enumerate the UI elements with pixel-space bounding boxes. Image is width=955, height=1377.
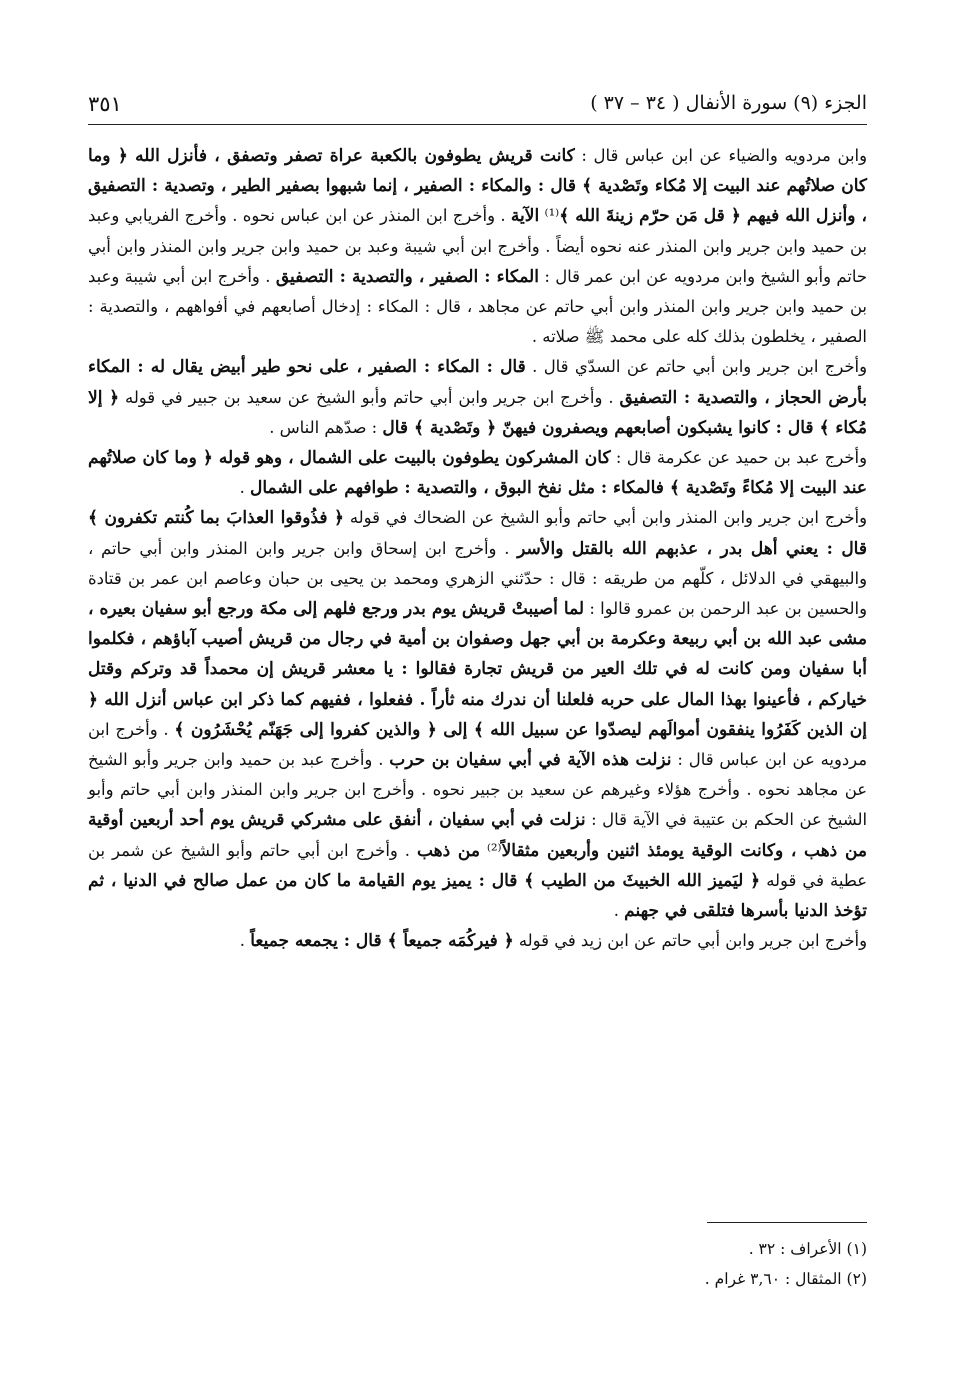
emphasized-text: ﴿ فيركُمَه جميعاً ﴾ قال : يجمعه جميعاً [250, 931, 514, 952]
page-number: ٣٥١ [88, 92, 122, 116]
text-run: : صدّهم الناس . [269, 417, 383, 437]
body-text [88, 141, 867, 956]
footnote-number: (٢) [846, 1270, 867, 1288]
emphasized-text: نزلت هذه الآية في أبي سفيان بن حرب [389, 750, 672, 771]
footnote [705, 1264, 867, 1294]
paragraph [88, 926, 867, 956]
text-run: . وأخرج ابن أبي حاتم وأبو الشيخ عن شمر بن عطية في قوله [88, 840, 868, 890]
emphasized-text: ﴿ ليَميز الله الخبيثَ من الطيب ﴾ قال : يميز يوم القيامة ما كان من عمل صالح في الدنيا ، ثم تؤخذ الدنيا بأسرها فتلقى في جهنم [88, 870, 867, 922]
footnote-text: المثقال : ٣,٦٠ غرام . [704, 1270, 842, 1288]
text-run: . وأخرج ابن إسحاق وابن جرير وابن المنذر وابن أبي حاتم ، والبيهقي في الدلائل ، كلّهم من طريقه : قال : حدّثني الزهري ومحمد بن يحيى بن حبان وعاصم ابن عمر بن قتادة والحسين بن عبد الرحمن بن عمرو قالوا : [88, 538, 867, 619]
paragraph [88, 443, 867, 503]
footnote-number: (١) [846, 1240, 867, 1258]
text-run: وأخرج عبد بن حميد عن عكرمة قال : [610, 448, 867, 468]
text-run: . [239, 478, 250, 498]
emphasized-text: قال : المكاء : الصفير ، على نحو طير أبيض يقال له : المكاء بأرض الحجاز ، والتصدية : التصفيق [88, 357, 867, 408]
text-run: . [239, 931, 251, 951]
running-title: الجزء (٩) سورة الأنفال ( ٣٤ – ٣٧ ) [590, 92, 867, 114]
footnote [705, 1234, 867, 1264]
paragraph [88, 352, 867, 443]
text-run: وابن مردويه والضياء عن ابن عباس قال : [574, 146, 867, 165]
text-run: . وأخرج ابن مردويه عن ابن عباس قال : [88, 719, 867, 770]
emphasized-text: كانت قريش يطوفون بالكعبة عراة تصفر وتصفق ، فأنزل الله ﴿ وما كان صلاتُهم عند البيت إلا مُكاء وتَصْدية ﴾ قال : والمكاء : الصفير ، إنما شبهوا بصفير الطير ، وتصدية : التصفيق ، وأنزل الله فيهم ﴿ قل مَن حرّم زينةَ الله ﴾ [88, 146, 867, 227]
text-run: . وأخرج عبد بن حميد وابن جرير وأبو الشيخ عن مجاهد نحوه . وأخرج هؤلاء وغيرهم عن سعيد بن جبير نحوه . وأخرج ابن جرير وابن المنذر وابن أبي حاتم وأبو الشيخ عن الحكم بن عتيبة في الآية قال : [88, 750, 868, 830]
text-run: وأخرج ابن جرير وابن أبي حاتم عن ابن زيد في قوله [513, 931, 867, 951]
emphasized-text: من ذهب [416, 840, 480, 861]
text-run: وأخرج ابن جرير وابن المنذر وابن أبي حاتم وأبو الشيخ عن الضحاك في قوله [344, 508, 868, 528]
paragraph [88, 503, 867, 926]
text-run: . [613, 901, 625, 921]
footnote-text: الأعراف : ٣٢ . [748, 1240, 842, 1258]
emphasized-text: المكاء : الصفير ، والتصدية : التصفيق [275, 266, 539, 287]
text-run: . وأخرج ابن المنذر عن ابن عباس نحوه . وأخرج الفريابي وعبد بن حميد وابن جرير وابن المنذر عنه نحوه أيضاً . وأخرج ابن أبي شيبة وعبد بن حميد وابن جرير وابن المنذر وابن أبي حاتم وأبو الشيخ وابن مردويه عن ابن عمر قال : [88, 206, 867, 286]
text-run: . وأخرج ابن أبي شيبة وعبد بن حميد وابن جرير وابن المنذر وابن أبي حاتم عن مجاهد ، قال : المكاء : إدخال أصابعهم في أفواههم ، والتصدية : الصفير ، يخلطون بذلك كله على محمد ﷺ صلاته . [88, 266, 867, 347]
text-run: . وأخرج ابن جرير وابن أبي حاتم وأبو الشيخ عن سعيد بن جبير في قوله [119, 387, 620, 407]
emphasized-text: ﴿ فذُوقوا العذابَ بما كُنتم تكفرون ﴾ قال : يعني أهل بدر ، عذبهم الله بالقتل والأسر [88, 508, 867, 559]
emphasized-text: لما أصيبتْ قريش يوم بدر ورجع فلهم إلى مكة ورجع أبو سفيان بعيره ، مشى عبد الله بن أبي ربيعة وعكرمة بن أبي جهل وصفوان بن أمية في رجال من قريش أصيب آباؤهم ، فكلموا أبا سفيان ومن كانت له في تلك العير من قريش تجارة فقالوا : يا معشر قريش إن محمداً قد وتركم وقتل خياركم ، فأعينوا بهذا المال على حربه فلعلنا أن ندرك منه ثأراً . ففعلوا ، ففيهم كما ذكر ابن عباس أنزل الله ﴿ إن الذين كَفَرُوا ينفقون أموالَهم ليصدّوا عن سبيل الله ﴾ إلى ﴿ والذين كفروا إلى جَهَنّم يُحْشَرُون ﴾ [88, 599, 867, 740]
text-run: ⁽¹⁾ [539, 206, 560, 226]
emphasized-text: كان المشركون يطوفون بالبيت على الشمال ، وهو قوله ﴿ وما كان صلاتُهم عند البيت إلا مُكاءً وتَصْدية ﴾ فالمكاء : مثل نفخ البوق ، والتصدية : طوافهم على الشمال [88, 448, 867, 499]
text-run: ⁽²⁾ [479, 840, 502, 860]
page-header [88, 90, 867, 125]
footnote-separator [707, 1222, 867, 1223]
paragraph [88, 141, 867, 352]
emphasized-text: ﴿ إلا مُكاء ﴾ قال : كانوا يشبكون أصابعهم ويصفرون فيهنّ ﴿ وتَصْدية ﴾ قال [88, 387, 867, 438]
emphasized-text: الآية [510, 206, 540, 227]
emphasized-text: نزلت في أبي سفيان ، أنفق على مشركي قريش يوم أحد أربعين أوقية من ذهب ، وكانت الوقية يومئذ اثنين وأربعين مثقالاً [88, 810, 867, 861]
footnotes [705, 1234, 867, 1294]
text-run: وأخرج ابن جرير وابن أبي حاتم عن السدّي قال . [525, 357, 867, 377]
